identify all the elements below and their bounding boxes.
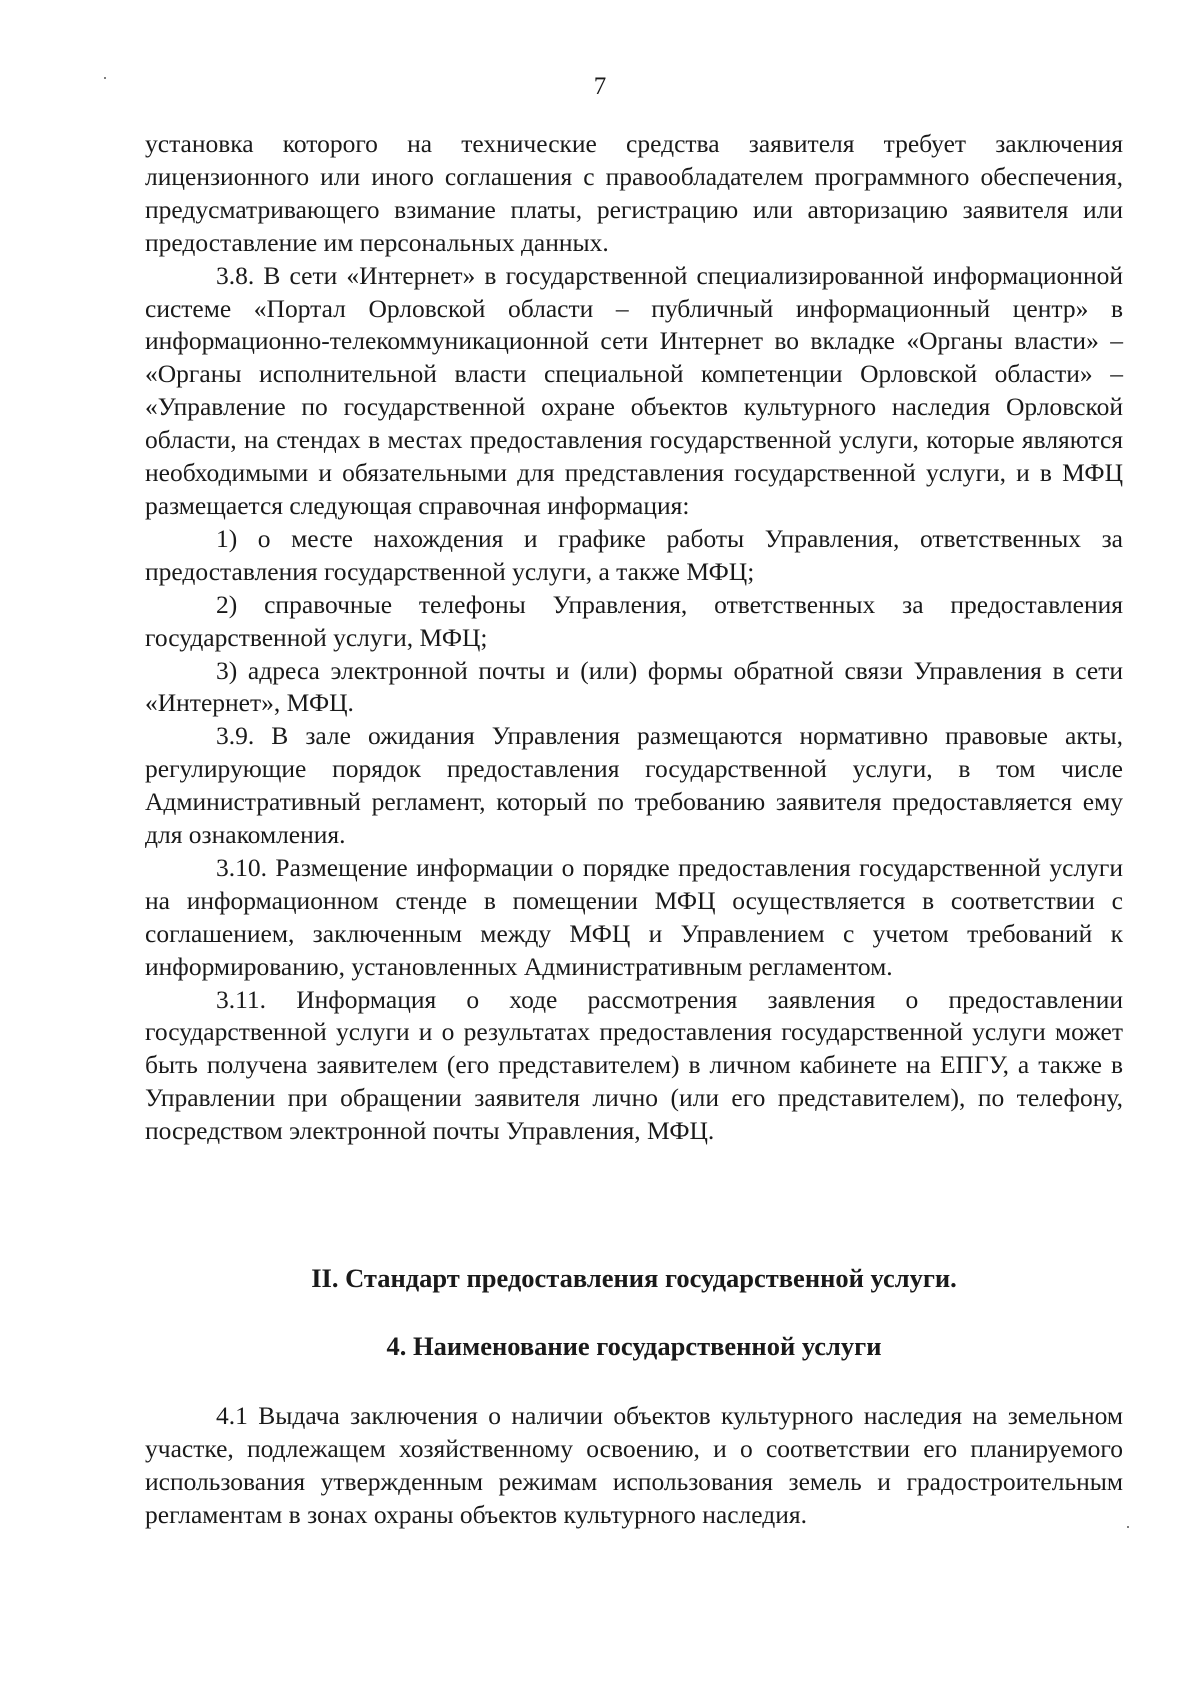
section-heading: II. Стандарт предоставления государственной услуги.: [311, 1263, 957, 1293]
scan-speck: [1127, 1526, 1129, 1528]
subsection-heading: 4. Наименование государственной услуги: [386, 1331, 882, 1361]
section-text: [145, 1400, 1123, 1532]
paragraph-4-1: 4.1 Выдача заключения о наличии объектов культурного наследия на земельном участке, подлежащем хозяйственному освоению, и о соответствии его планируемого использования утвержденным режимам использования земель и градостроительным регламентам в зонах охраны объектов культурного наследия.: [145, 1401, 1123, 1529]
paragraph-3-8: 3.8. В сети «Интернет» в государственной специализированной информационной системе «Портал Орловской области – публичный информационный центр» в информационно-телекоммуникационной сети Интернет во вкладке «Органы власти» – «Органы исполнительной власти специальной компетенции Орловской области» – «Управление по государственной охране объектов культурного наследия Орловской области, на стендах в местах предоставления государственной услуги, которые являются необходимыми и обязательными для представления государственной услуги, и в МФЦ размещается следующая справочная информация:: [145, 260, 1123, 520]
paragraph-continuation: установка которого на технические средства заявителя требует заключения лицензионного или иного соглашения с правообладателем программного обеспечения, предусматривающего взимание платы, регистрацию или авторизацию заявителя или предоставление им персональных данных.: [145, 129, 1123, 257]
list-item-2: 2) справочные телефоны Управления, ответственных за предоставления государственной услуги, МФЦ;: [145, 589, 1123, 652]
paragraph-3-11: 3.11. Информация о ходе рассмотрения заявления о предоставлении государственной услуги и о результатах предоставления государственной услуги может быть получена заявителем (его представителем) в личном кабинете на ЕПГУ, а также в Управлении при обращении заявителя лично (или его представителем), по телефону, посредством электронной почты Управления, МФЦ.: [145, 984, 1123, 1146]
main-text: [145, 128, 1123, 1148]
page-number: 7: [593, 73, 607, 100]
list-item-3: 3) адреса электронной почты и (или) формы обратной связи Управления в сети «Интернет», МФЦ.: [145, 655, 1123, 718]
paragraph-3-9: 3.9. В зале ожидания Управления размещаются нормативно правовые акты, регулирующие порядок предоставления государственной услуги, в том числе Административный регламент, который по требованию заявителя предоставляется ему для ознакомления.: [145, 721, 1123, 850]
list-item-1: 1) о месте нахождения и графике работы Управления, ответственных за предоставления государственной услуги, а также МФЦ;: [145, 523, 1123, 586]
paragraph-3-10: 3.10. Размещение информации о порядке предоставления государственной услуги на информационном стенде в помещении МФЦ осуществляется в соответствии с соглашением, заключенным между МФЦ и Управлением с учетом требований к информированию, установленных Административным регламентом.: [145, 852, 1123, 981]
